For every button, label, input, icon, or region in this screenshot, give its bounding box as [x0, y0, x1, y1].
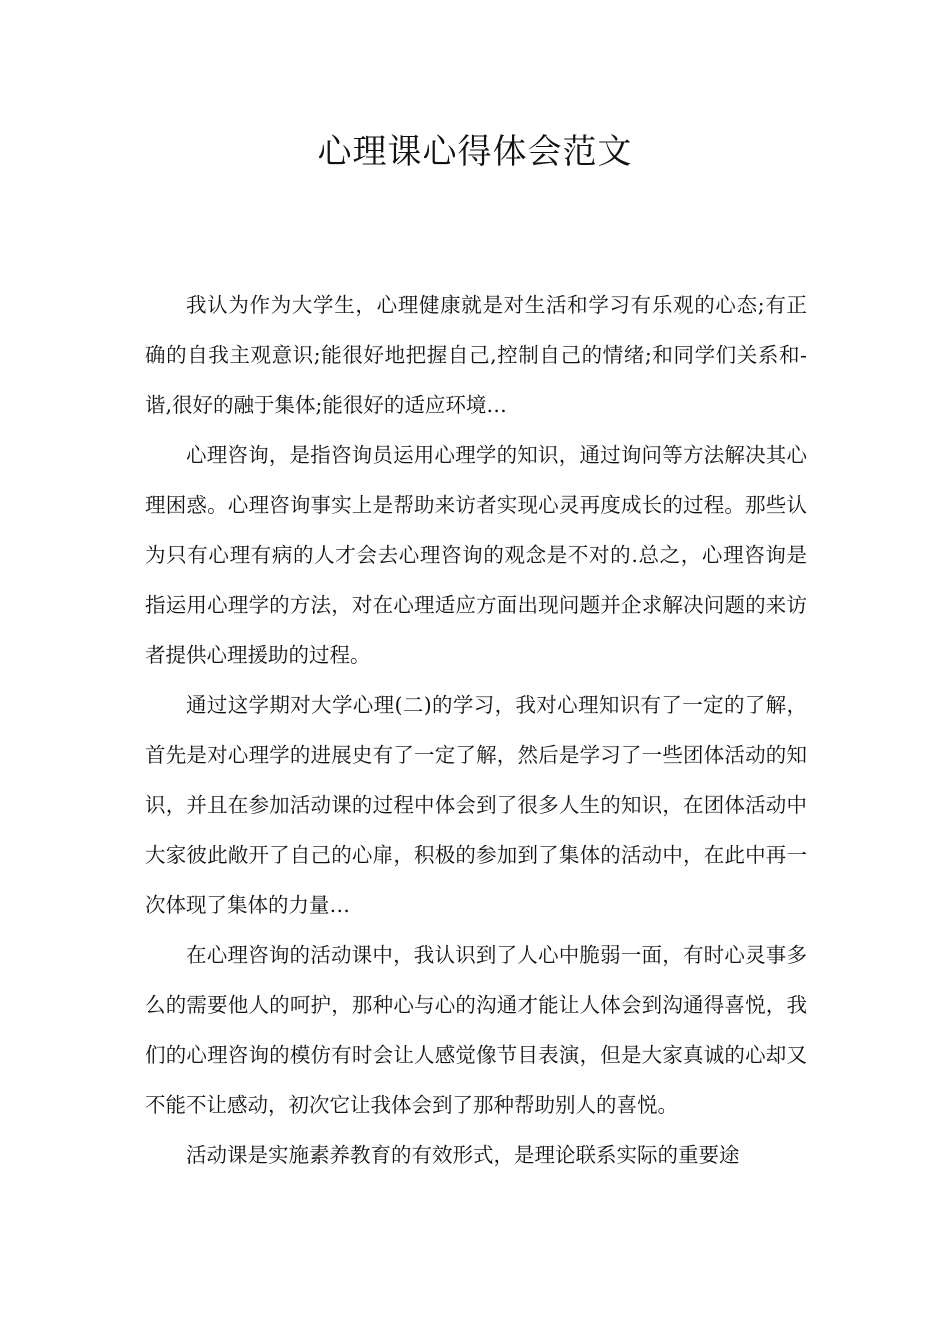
paragraph-5: 活动课是实施素养教育的有效形式，是理论联系实际的重要途: [186, 1143, 740, 1167]
paragraph-2: 心理咨询，是指咨询员运用心理学的知识，通过询问等方法解决其心理困惑。心理咨询事实上是帮助来访者实现心灵再度成长的过程。那些认为只有心理有病的人才会去心理咨询的观念是不对的.总之，心理咨询是指运用心理学的方法，对在心理适应方面出现问题并企求解决问题的来访者提供心理援助的过程。: [145, 443, 807, 667]
document-title: 心理课心得体会范文: [317, 132, 633, 172]
document-body: [145, 280, 807, 1180]
paragraph-3: 通过这学期对大学心理(二)的学习，我对心理知识有了一定的了解，首先是对心理学的进展史有了一定了解，然后是学习了一些团体活动的知识，并且在参加活动课的过程中体会到了很多人生的知识，在团体活动中大家彼此敞开了自己的心扉，积极的参加到了集体的活动中，在此中再一次体现了集体的力量…: [145, 693, 807, 917]
paragraph-4: 在心理咨询的活动课中，我认识到了人心中脆弱一面，有时心灵事多么的需要他人的呵护，那种心与心的沟通才能让人体会到沟通得喜悦，我们的心理咨询的模仿有时会让人感觉像节目表演，但是大家真诚的心却又不能不让感动，初次它让我体会到了那种帮助别人的喜悦。: [145, 943, 807, 1117]
paragraph-1: 我认为作为大学生，心理健康就是对生活和学习有乐观的心态;有正确的自我主观意识;能很好地把握自己,控制自己的情绪;和同学们关系和-谐,很好的融于集体;能很好的适应环境…: [145, 293, 807, 417]
